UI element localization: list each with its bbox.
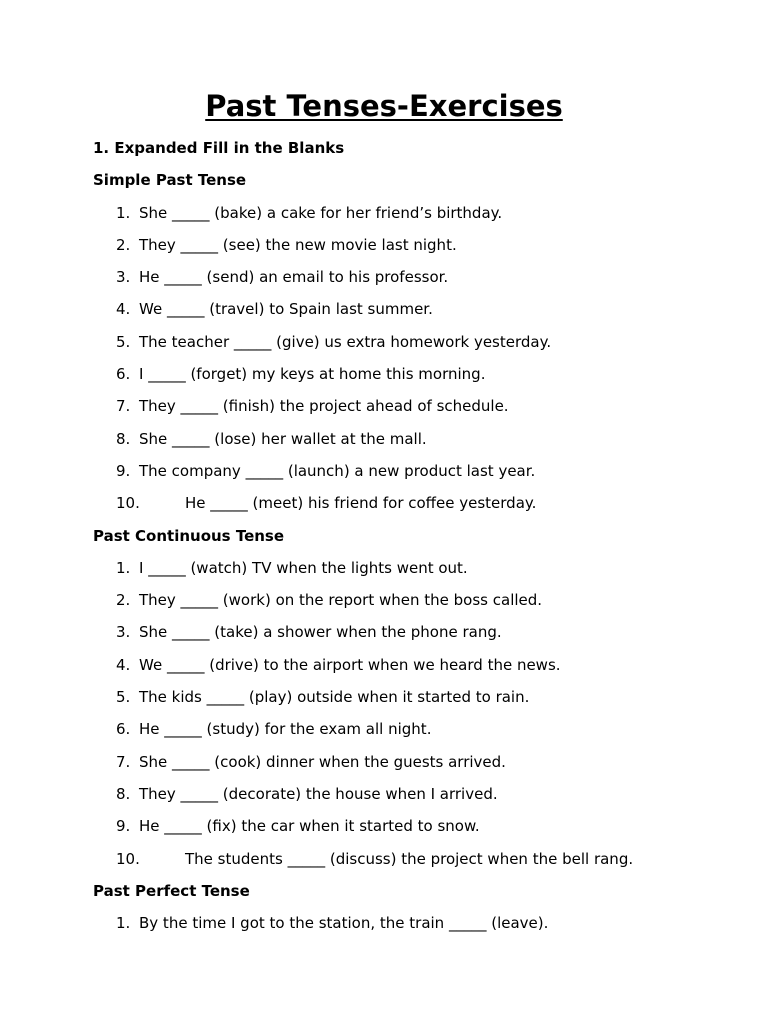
item-text: The teacher _____ (give) us extra homework yesterday. <box>139 332 552 351</box>
item-text: He _____ (study) for the exam all night. <box>139 720 432 739</box>
item-number: 1. <box>116 914 131 933</box>
list-item <box>93 746 733 778</box>
item-text: We _____ (drive) to the airport when we heard the news. <box>139 655 561 674</box>
item-text: I _____ (watch) TV when the lights went out. <box>139 558 468 577</box>
list-item <box>93 681 733 713</box>
item-text: I _____ (forget) my keys at home this morning. <box>139 365 486 384</box>
item-text: She _____ (take) a shower when the phone rang. <box>139 623 502 642</box>
group-heading-past-perfect: Past Perfect Tense <box>93 881 250 900</box>
list-item <box>93 907 733 939</box>
item-number: 6. <box>116 365 131 384</box>
list-item <box>93 843 733 875</box>
item-number: 1. <box>116 203 131 222</box>
item-text: The kids _____ (play) outside when it started to rain. <box>139 688 530 707</box>
list-item <box>93 197 733 229</box>
item-text: They _____ (finish) the project ahead of schedule. <box>139 397 509 416</box>
item-number: 6. <box>116 720 131 739</box>
list-item <box>93 229 733 261</box>
item-number: 5. <box>116 688 131 707</box>
item-number: 4. <box>116 300 131 319</box>
list-item <box>93 293 733 325</box>
item-number: 9. <box>116 461 131 480</box>
item-text: We _____ (travel) to Spain last summer. <box>139 300 433 319</box>
item-number: 7. <box>116 397 131 416</box>
list-item <box>93 390 733 422</box>
item-number: 7. <box>116 752 131 771</box>
item-text: He _____ (meet) his friend for coffee yesterday. <box>185 494 537 513</box>
list-item <box>93 261 733 293</box>
list-item <box>93 713 733 745</box>
item-text: By the time I got to the station, the train _____ (leave). <box>139 914 549 933</box>
item-number: 1. <box>116 558 131 577</box>
list-item <box>93 649 733 681</box>
list-item <box>93 487 733 519</box>
list-item <box>93 455 733 487</box>
list-item <box>93 778 733 810</box>
item-text: She _____ (lose) her wallet at the mall. <box>139 429 427 448</box>
group-heading-simple-past: Simple Past Tense <box>93 171 247 190</box>
item-number: 2. <box>116 235 131 254</box>
list-item <box>93 810 733 842</box>
list-item <box>93 326 733 358</box>
item-number: 8. <box>116 784 131 803</box>
item-text: She _____ (bake) a cake for her friend’s birthday. <box>139 203 503 222</box>
exercise-content <box>93 132 733 939</box>
list-item <box>93 616 733 648</box>
item-text: The students _____ (discuss) the project when the bell rang. <box>185 849 634 868</box>
section-heading: 1. Expanded Fill in the Blanks <box>93 139 345 157</box>
item-number: 8. <box>116 429 131 448</box>
list-item <box>93 358 733 390</box>
page-title: Past Tenses-Exercises <box>205 89 563 123</box>
group-heading-past-continuous: Past Continuous Tense <box>93 526 285 545</box>
item-text: The company _____ (launch) a new product last year. <box>139 461 536 480</box>
item-text: They _____ (work) on the report when the boss called. <box>139 591 543 610</box>
item-text: He _____ (send) an email to his professor. <box>139 268 449 287</box>
item-text: They _____ (decorate) the house when I arrived. <box>139 784 498 803</box>
item-text: They _____ (see) the new movie last night. <box>139 235 457 254</box>
list-item <box>93 552 733 584</box>
item-number: 5. <box>116 332 131 351</box>
item-text: He _____ (fix) the car when it started to snow. <box>139 817 480 836</box>
item-number: 3. <box>116 268 131 287</box>
item-number: 2. <box>116 591 131 610</box>
list-item <box>93 423 733 455</box>
list-item <box>93 584 733 616</box>
item-number: 4. <box>116 655 131 674</box>
item-number: 10. <box>116 494 140 513</box>
item-text: She _____ (cook) dinner when the guests arrived. <box>139 752 506 771</box>
item-number: 10. <box>116 849 140 868</box>
item-number: 3. <box>116 623 131 642</box>
item-number: 9. <box>116 817 131 836</box>
